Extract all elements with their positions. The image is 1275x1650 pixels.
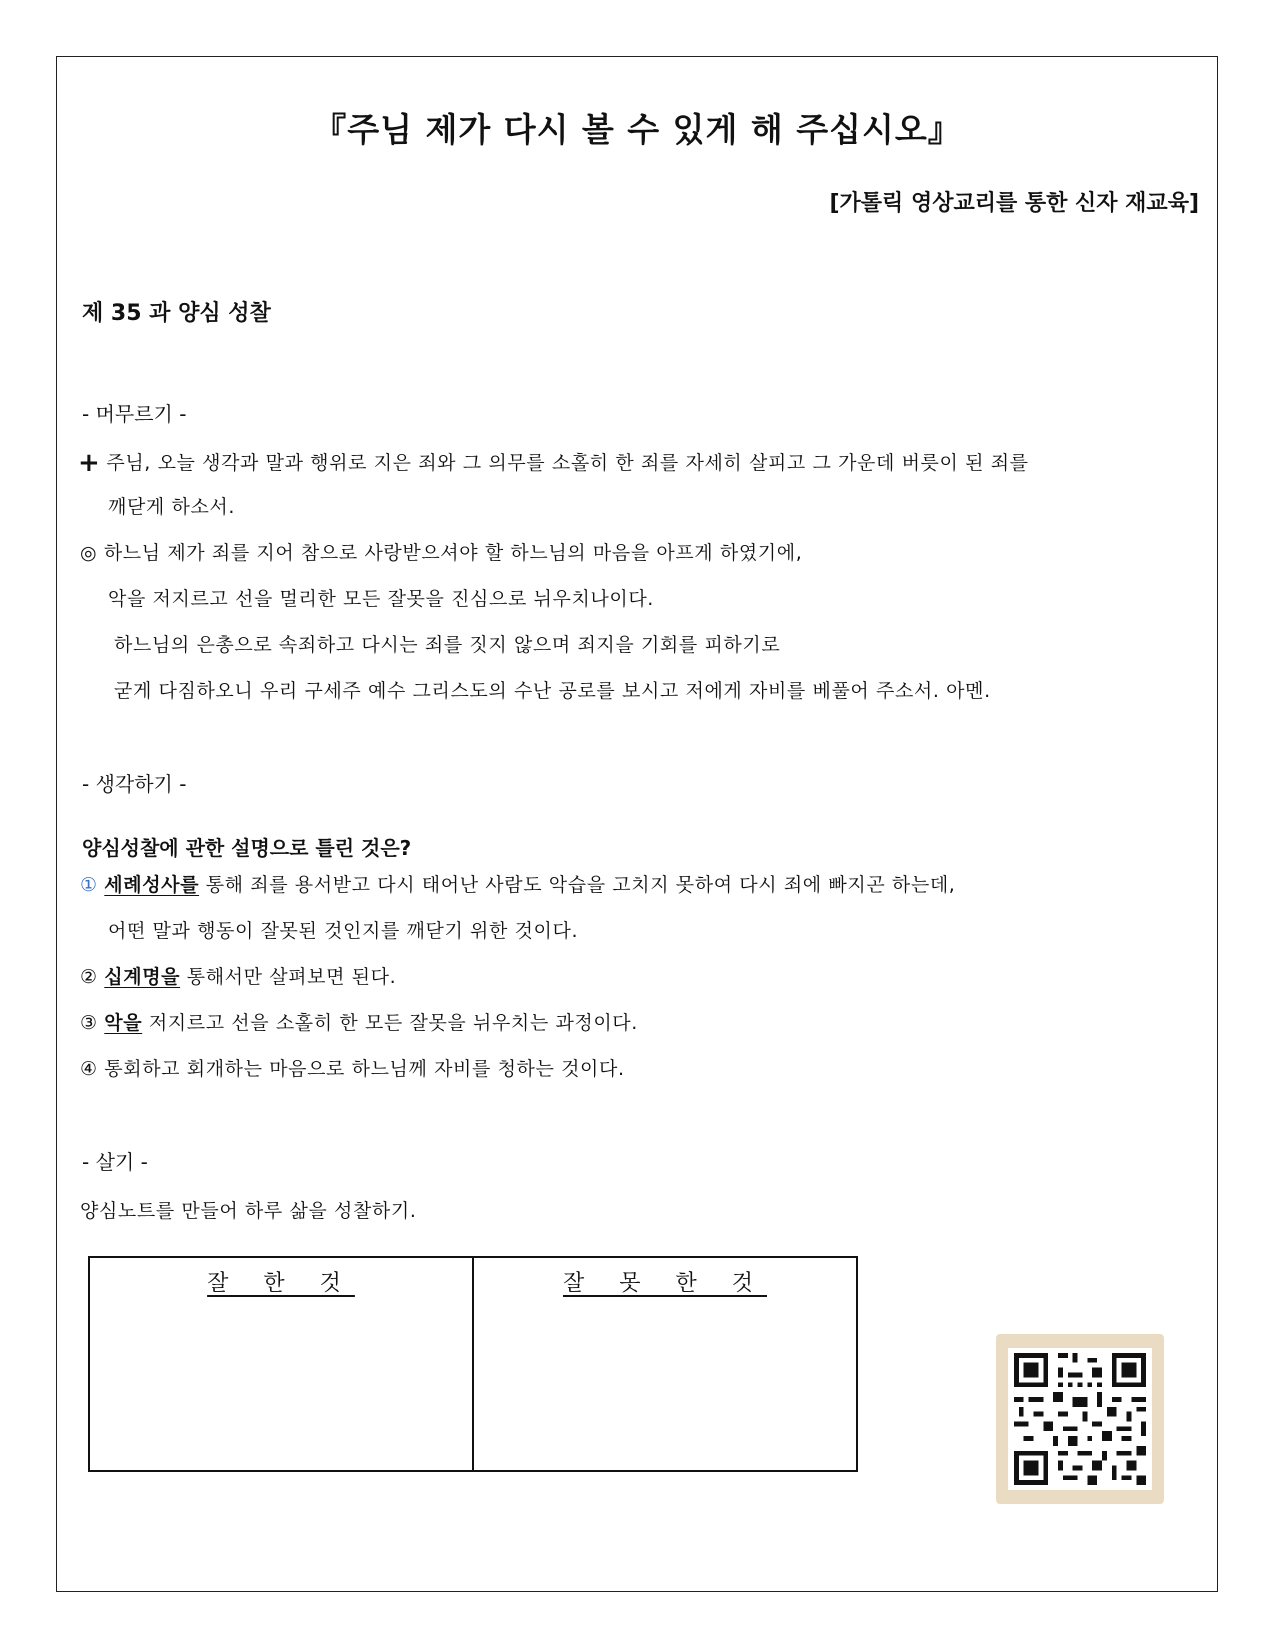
qr-code-frame — [996, 1334, 1164, 1504]
conscience-note-table — [88, 1256, 858, 1472]
note-column-bad-label: 잘 못 한 것 — [563, 1271, 767, 1296]
think-question: 양심성찰에 관한 설명으로 틀린 것은? — [82, 836, 412, 860]
live-instruction: 양심노트를 만들어 하루 삶을 성찰하기. — [80, 1200, 417, 1222]
lesson-heading: 제 35 과 양심 성찰 — [82, 301, 271, 326]
stay-line-6: 굳게 다짐하오니 우리 구세주 예수 그리스도의 수난 공로를 보시고 저에게 자비를 베풀어 주소서. 아멘. — [114, 680, 991, 702]
stay-line-1-text: 주님, 오늘 생각과 말과 행위로 지은 죄와 그 의무를 소홀히 한 죄를 자세히 살피고 그 가운데 버릇이 된 죄를 — [106, 452, 1029, 474]
stay-line-1 — [78, 446, 1029, 476]
section-think-heading: - 생각하기 - — [82, 772, 187, 796]
stay-line-5: 하느님의 은총으로 속죄하고 다시는 죄를 짓지 않으며 죄지을 기회를 피하기로 — [114, 634, 781, 656]
option-4-number: ④ — [80, 1058, 98, 1080]
option-1-underlined: 세례성사를 — [104, 874, 200, 896]
option-3-underlined: 악을 — [104, 1012, 143, 1034]
double-circle-icon: ◎ — [80, 542, 98, 564]
section-live-heading: - 살기 - — [82, 1150, 148, 1174]
option-2-number: ② — [80, 966, 98, 988]
option-1 — [80, 870, 955, 897]
option-3 — [80, 1008, 638, 1035]
option-2-text: 통해서만 살펴보면 된다. — [186, 966, 397, 988]
note-column-good-label: 잘 한 것 — [207, 1271, 355, 1296]
option-3-text: 저지르고 선을 소홀히 한 모든 잘못을 뉘우치는 과정이다. — [148, 1012, 638, 1034]
page-subtitle: [가톨릭 영상교리를 통한 신자 재교육] — [829, 191, 1199, 216]
option-1-text: 통해 죄를 용서받고 다시 태어난 사람도 악습을 고치지 못하여 다시 죄에 빠지곤 하는데, — [205, 874, 956, 896]
qr-code-icon[interactable] — [1008, 1348, 1152, 1490]
option-2 — [80, 962, 396, 989]
option-3-number: ③ — [80, 1012, 98, 1034]
cross-icon: + — [78, 448, 101, 478]
page-title: 『주님 제가 다시 볼 수 있게 해 주십시오』 — [313, 110, 962, 149]
stay-line-4: 악을 저지르고 선을 멀리한 모든 잘못을 진심으로 뉘우치나이다. — [108, 588, 654, 610]
stay-line-2: 깨닫게 하소서. — [108, 496, 236, 518]
option-2-underlined: 십계명을 — [104, 966, 181, 988]
note-column-good[interactable] — [89, 1257, 473, 1471]
stay-line-3-text: 하느님 제가 죄를 지어 참으로 사랑받으셔야 할 하느님의 마음을 아프게 하였기에, — [103, 542, 803, 564]
stay-line-3 — [80, 538, 802, 565]
section-stay-heading: - 머무르기 - — [82, 402, 187, 426]
option-4 — [80, 1054, 625, 1081]
option-1-line-2: 어떤 말과 행동이 잘못된 것인지를 깨닫기 위한 것이다. — [108, 920, 579, 942]
note-column-bad[interactable] — [473, 1257, 857, 1471]
option-1-number: ① — [80, 874, 98, 896]
option-4-text: 통회하고 회개하는 마음으로 하느님께 자비를 청하는 것이다. — [104, 1058, 625, 1080]
